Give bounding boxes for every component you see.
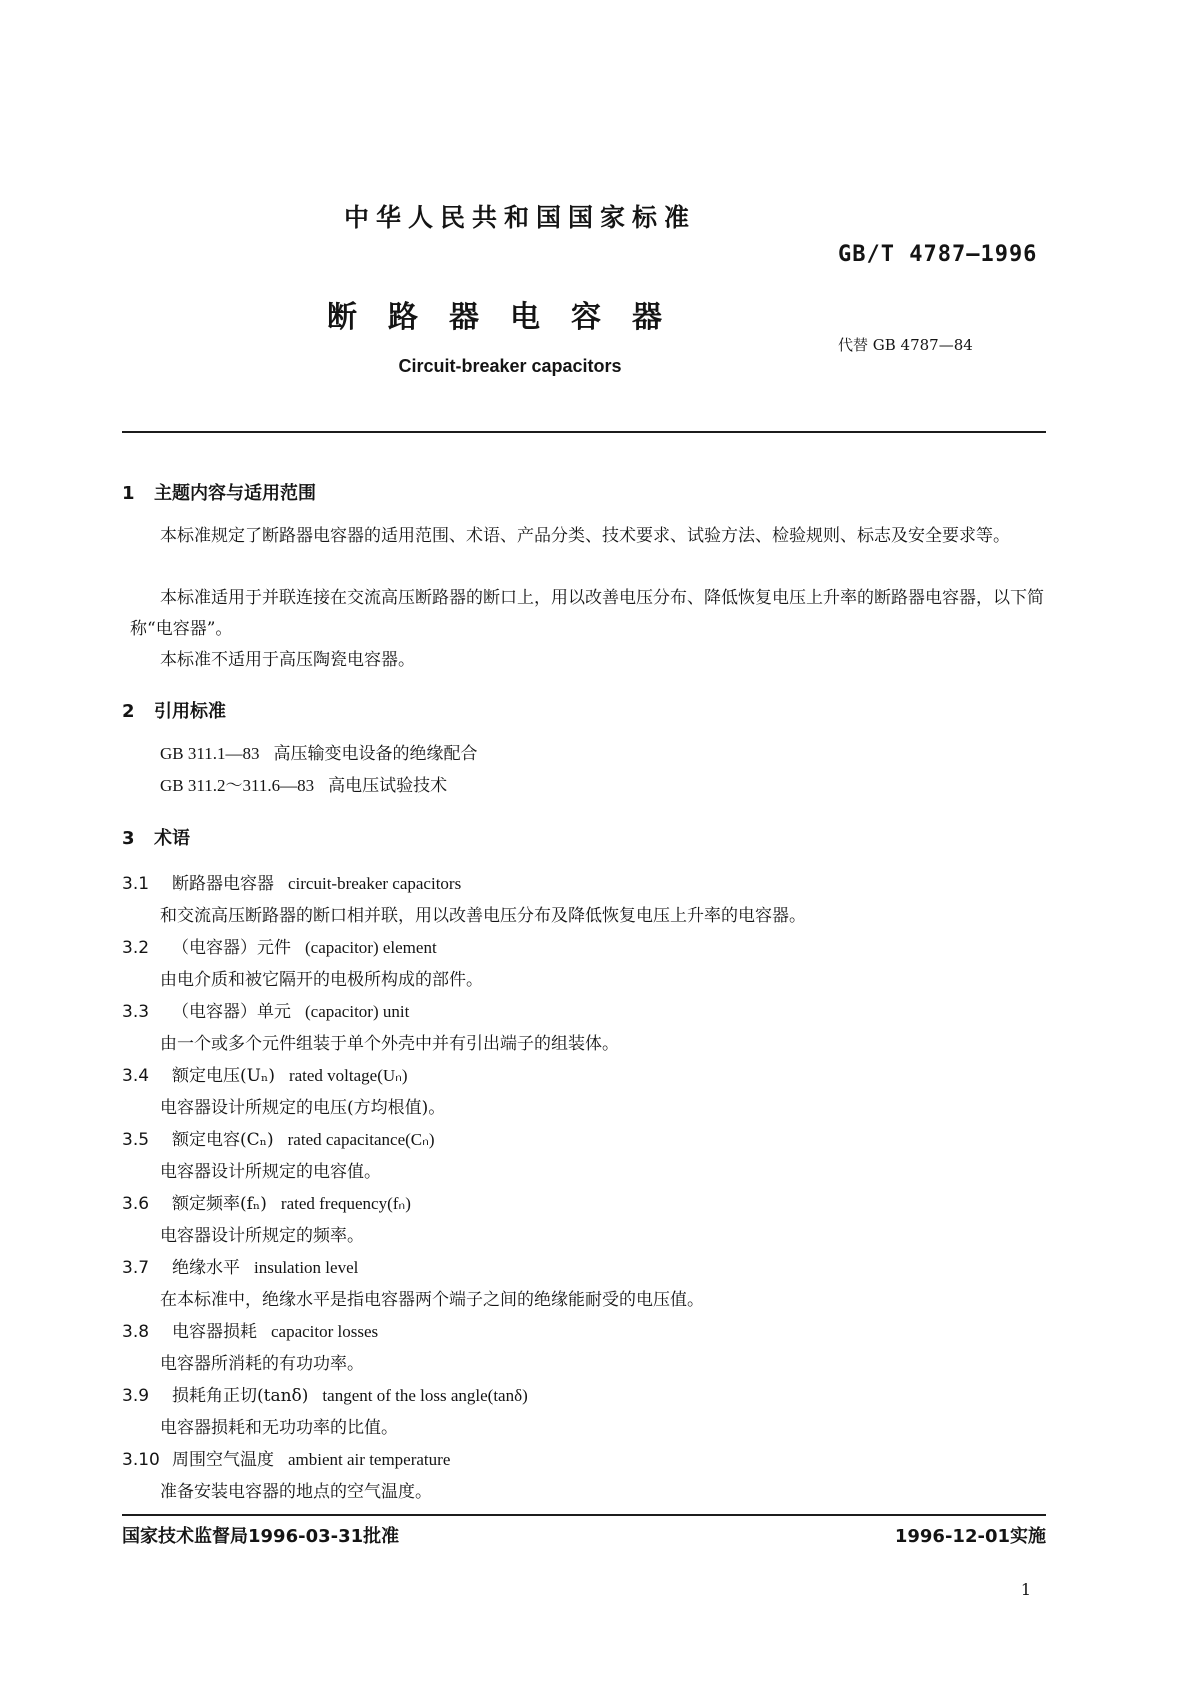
section-2-heading <box>122 697 226 723</box>
reference-name: 高压输变电设备的绝缘配合 <box>273 744 478 764</box>
section-1-heading <box>122 479 316 505</box>
term-title <box>122 1254 358 1282</box>
term-definition: 电容器设计所规定的频率。 <box>160 1226 364 1246</box>
term-cn: 额定电压(Uₙ) <box>172 1066 275 1086</box>
term-en: rated frequency(fₙ) <box>280 1194 411 1213</box>
reference-code: GB 311.2～311.6—83 <box>160 776 315 795</box>
term-definition: 由一个或多个元件组装于单个外壳中并有引出端子的组装体。 <box>160 1034 619 1054</box>
paragraph-text: 本标准适用于并联连接在交流高压断路器的断口上，用以改善电压分布、降低恢复电压上升率的断路器电容器，以下简称“电容器”。 <box>130 588 1044 639</box>
term-cn: （电容器）元件 <box>172 938 291 958</box>
reference-code: GB 311.1—83 <box>160 744 260 763</box>
term-title <box>122 998 409 1026</box>
reference-item <box>160 740 478 768</box>
approval-info: 国家技术监督局1996-03-31批准 <box>122 1526 400 1547</box>
term-definition: 电容器损耗和无功功率的比值。 <box>160 1418 398 1438</box>
footer-divider <box>122 1514 1046 1516</box>
term-definition: 和交流高压断路器的断口相并联，用以改善电压分布及降低恢复电压上升率的电容器。 <box>160 906 806 926</box>
paragraph-text: 本标准不适用于高压陶瓷电容器。 <box>160 650 415 670</box>
term-en: (capacitor) element <box>305 938 437 957</box>
term-number: 3.10 <box>122 1450 160 1470</box>
term-cn: 周围空气温度 <box>172 1450 274 1470</box>
term-title <box>122 870 461 898</box>
effective-date: 1996-12-01实施 <box>894 1526 1046 1547</box>
page-number: 1 <box>1020 1580 1031 1599</box>
section-1-paragraph-1 <box>130 521 1046 552</box>
term-title <box>122 1446 450 1474</box>
term-en: capacitor losses <box>271 1322 379 1341</box>
section-title: 主题内容与适用范围 <box>154 483 316 504</box>
term-title <box>122 1062 408 1090</box>
reference-item <box>160 772 447 800</box>
term-title <box>122 1382 528 1410</box>
section-number: 3 <box>122 828 135 849</box>
term-cn: 额定频率(fₙ) <box>172 1194 267 1214</box>
term-en: (capacitor) unit <box>305 1002 410 1021</box>
term-number: 3.3 <box>122 1002 150 1022</box>
term-cn: 绝缘水平 <box>172 1258 240 1278</box>
section-title: 术语 <box>154 828 190 849</box>
section-3-heading <box>122 824 190 850</box>
term-title <box>122 1126 435 1154</box>
term-en: insulation level <box>254 1258 359 1277</box>
term-en: tangent of the loss angle(tanδ) <box>322 1386 528 1405</box>
section-title: 引用标准 <box>154 701 226 722</box>
term-title <box>122 934 437 962</box>
term-definition: 电容器所消耗的有功功率。 <box>160 1354 364 1374</box>
term-number: 3.7 <box>122 1258 150 1278</box>
term-title <box>122 1318 378 1346</box>
term-cn: 额定电容(Cₙ) <box>172 1130 274 1150</box>
reference-name: 高电压试验技术 <box>328 776 448 796</box>
term-definition: 电容器设计所规定的电压(方均根值)。 <box>160 1098 446 1118</box>
term-cn: （电容器）单元 <box>172 1002 291 1022</box>
term-definition: 电容器设计所规定的电容值。 <box>160 1162 381 1182</box>
header-divider <box>122 431 1046 433</box>
term-number: 3.4 <box>122 1066 150 1086</box>
term-number: 3.5 <box>122 1130 150 1150</box>
section-number: 2 <box>122 701 135 722</box>
term-title <box>122 1190 411 1218</box>
term-en: ambient air temperature <box>288 1450 451 1469</box>
document-title-en: Circuit-breaker capacitors <box>398 356 622 376</box>
section-1-paragraph-3 <box>130 645 1046 676</box>
term-number: 3.6 <box>122 1194 150 1214</box>
term-definition: 在本标准中，绝缘水平是指电容器两个端子之间的绝缘能耐受的电压值。 <box>160 1290 704 1310</box>
term-cn: 损耗角正切(tanδ) <box>172 1386 309 1406</box>
term-definition: 由电介质和被它隔开的电极所构成的部件。 <box>160 970 483 990</box>
section-1-paragraph-2 <box>130 583 1046 645</box>
section-number: 1 <box>122 483 135 504</box>
term-cn: 断路器电容器 <box>172 874 274 894</box>
document-title-cn: 断路器电容器 <box>327 300 693 335</box>
term-number: 3.9 <box>122 1386 150 1406</box>
paragraph-text: 本标准规定了断路器电容器的适用范围、术语、产品分类、技术要求、试验方法、检验规则、标志及安全要求等。 <box>160 526 1010 546</box>
term-number: 3.2 <box>122 938 150 958</box>
replaces-standard: 代替 GB 4787—84 <box>838 336 973 354</box>
term-en: rated voltage(Uₙ) <box>288 1066 408 1085</box>
national-standard-title: 中华人民共和国国家标准 <box>343 203 696 232</box>
term-cn: 电容器损耗 <box>172 1322 257 1342</box>
term-en: circuit-breaker capacitors <box>288 874 462 893</box>
term-definition: 准备安装电容器的地点的空气温度。 <box>160 1482 432 1502</box>
term-en: rated capacitance(Cₙ) <box>287 1130 435 1149</box>
term-number: 3.8 <box>122 1322 150 1342</box>
term-number: 3.1 <box>122 874 150 894</box>
standard-number: GB/T 4787—1996 <box>838 242 1038 267</box>
